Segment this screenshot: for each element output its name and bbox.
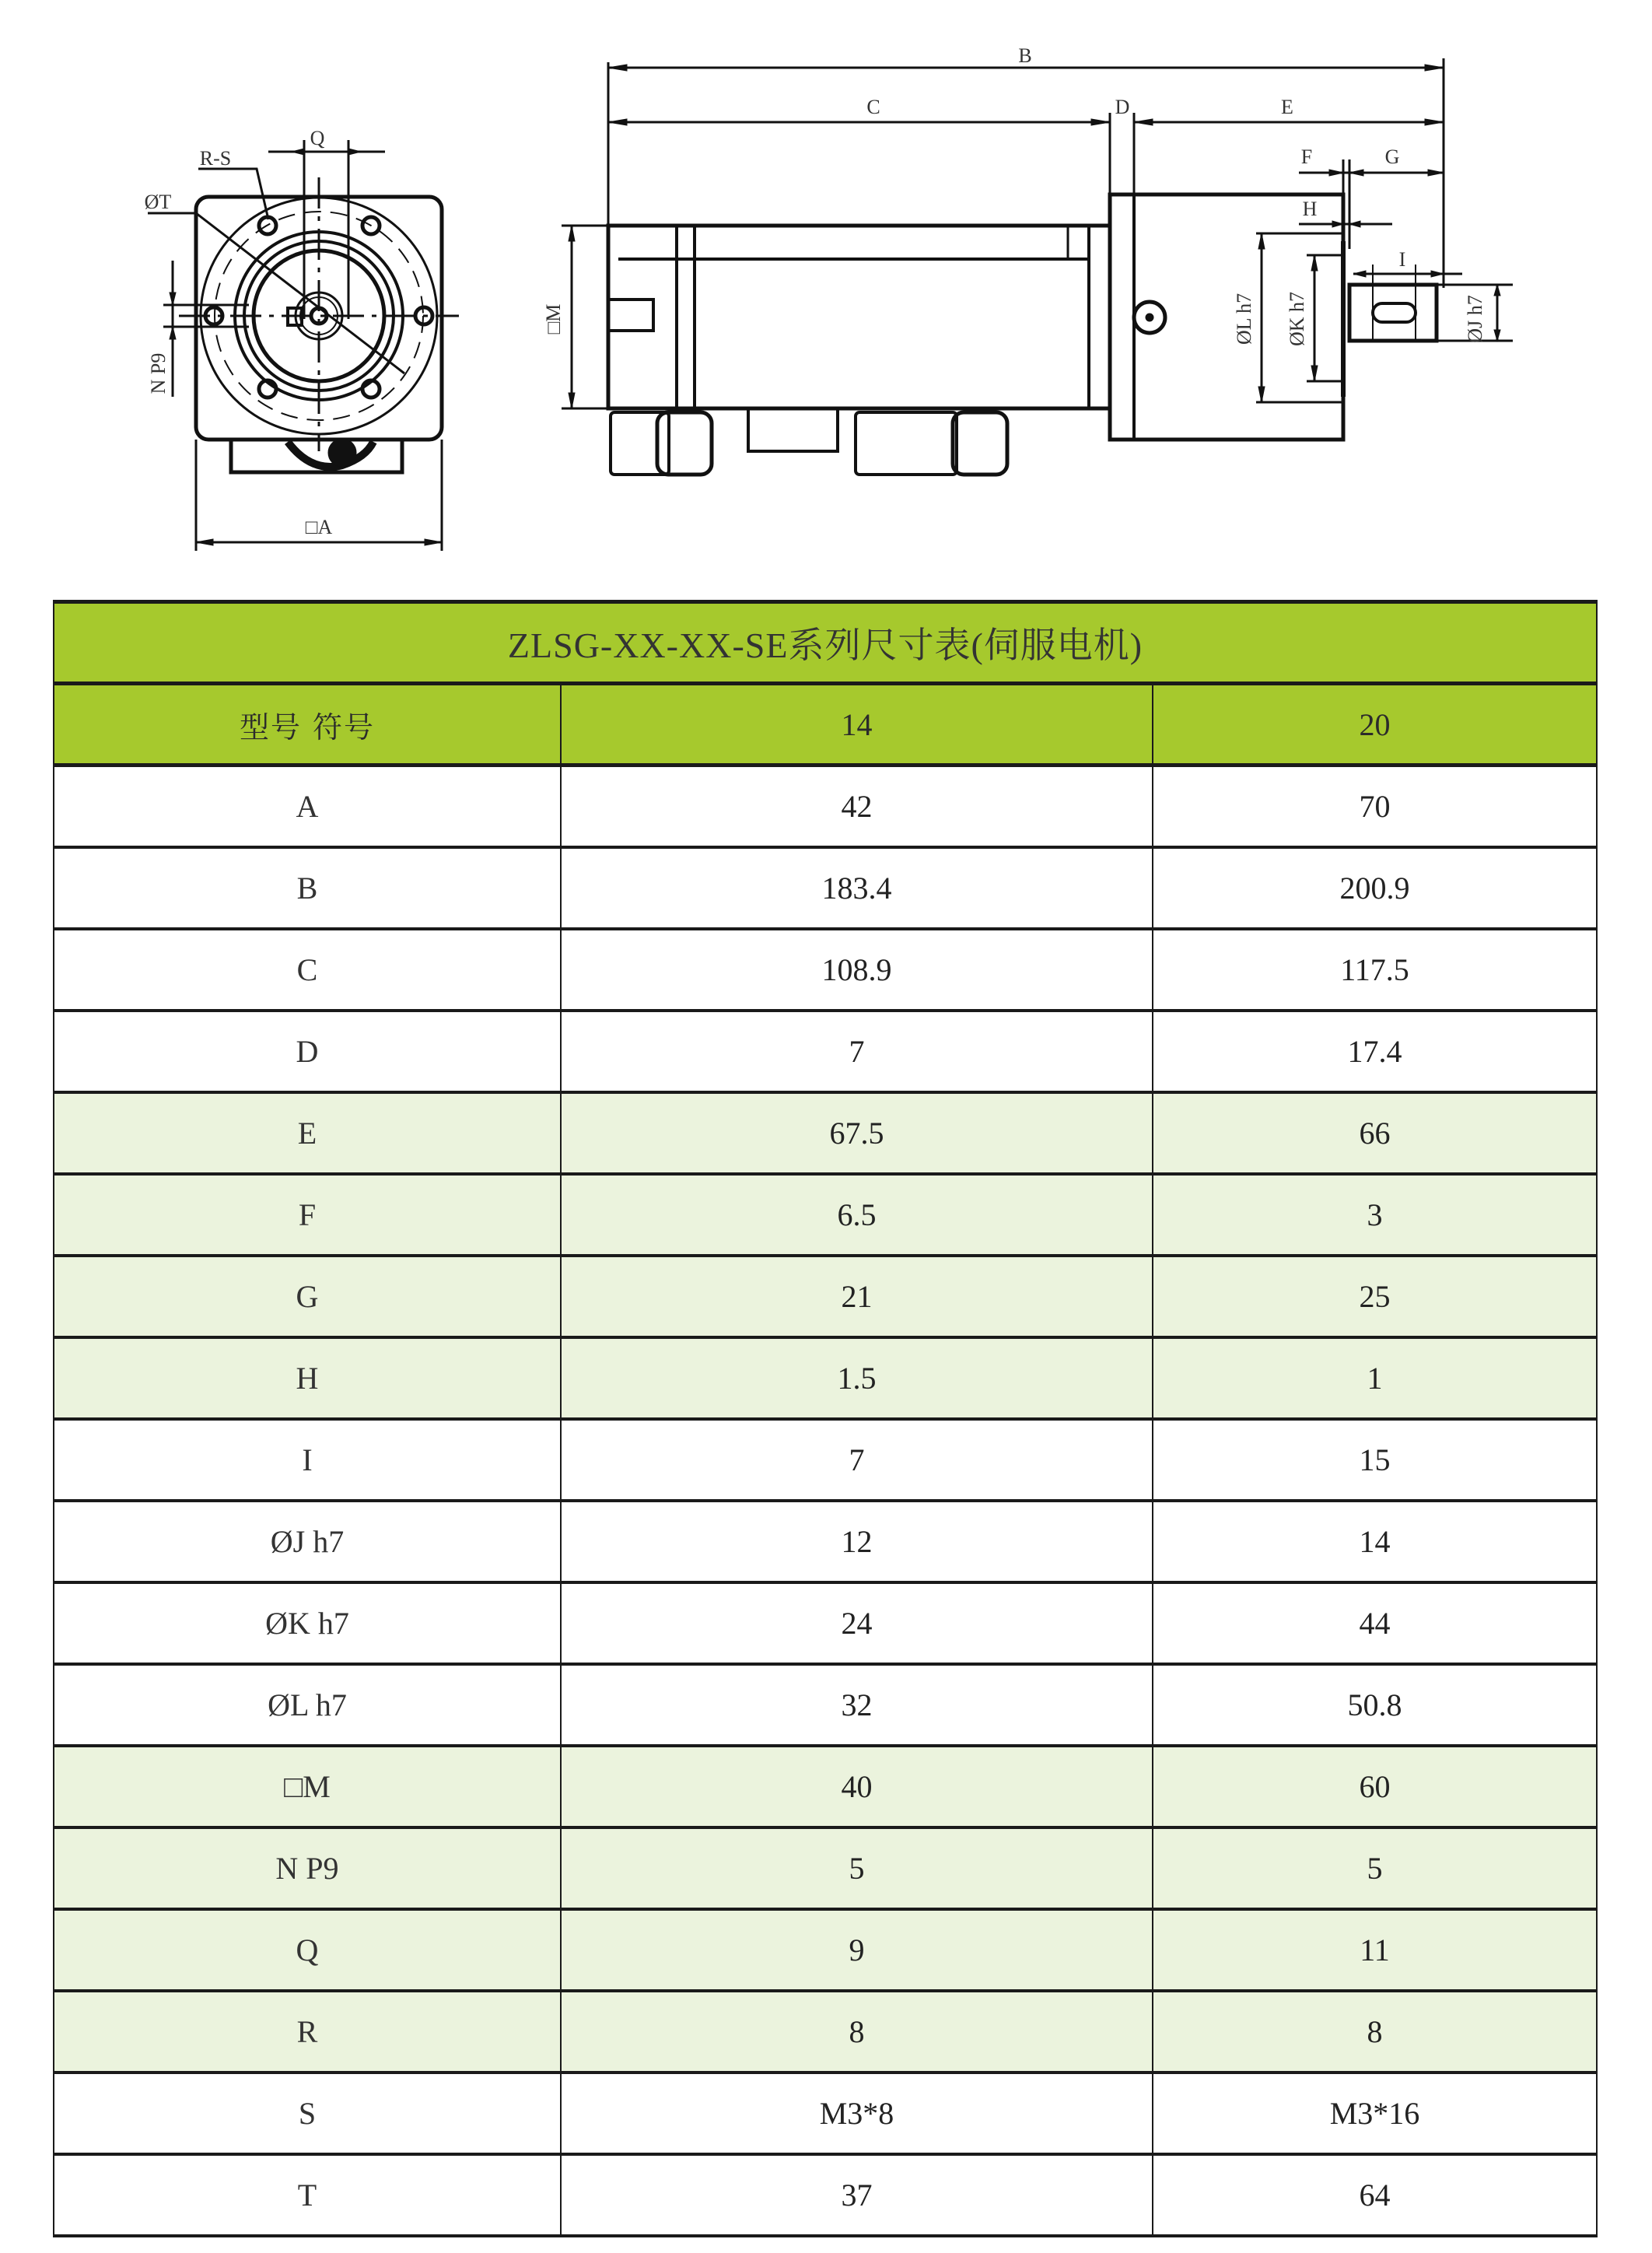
cell-model-20: 3 <box>1153 1174 1597 1256</box>
label-t: ØT <box>144 191 172 213</box>
cell-model-14: 183.4 <box>561 847 1153 929</box>
label-f: F <box>1300 145 1313 168</box>
cell-model-20: 70 <box>1153 766 1597 847</box>
cell-model-20: 25 <box>1153 1256 1597 1337</box>
dimension-table <box>53 600 1598 2237</box>
cell-model-20: 1 <box>1153 1337 1597 1419</box>
cell-model-14: 9 <box>561 1909 1153 1991</box>
header-model-20: 20 <box>1153 684 1597 766</box>
table-row <box>54 2154 1597 2236</box>
table-row <box>54 1582 1597 1664</box>
cell-model-20: 11 <box>1153 1909 1597 1991</box>
label-d: D <box>1115 96 1130 118</box>
side-view <box>542 44 1513 475</box>
table-row <box>54 2073 1597 2154</box>
cell-model-14: 21 <box>561 1256 1153 1337</box>
cell-symbol: E <box>54 1092 561 1174</box>
label-j: ØJ h7 <box>1464 295 1486 343</box>
cell-model-20: 64 <box>1153 2154 1597 2236</box>
cell-symbol: H <box>54 1337 561 1419</box>
front-view <box>145 127 459 551</box>
cell-model-14: 7 <box>561 1419 1153 1501</box>
cell-symbol: □M <box>54 1746 561 1827</box>
label-a: □A <box>305 516 333 538</box>
table-row <box>54 1419 1597 1501</box>
cell-model-20: 5 <box>1153 1827 1597 1909</box>
table-row <box>54 1909 1597 1991</box>
table-row <box>54 1664 1597 1746</box>
cell-symbol: T <box>54 2154 561 2236</box>
label-b: B <box>1018 44 1032 67</box>
cell-symbol: I <box>54 1419 561 1501</box>
cell-symbol: N P9 <box>54 1827 561 1909</box>
cell-symbol: S <box>54 2073 561 2154</box>
cell-model-14: 108.9 <box>561 929 1153 1011</box>
cell-symbol: B <box>54 847 561 929</box>
cell-symbol: ØJ h7 <box>54 1501 561 1582</box>
table-row <box>54 1337 1597 1419</box>
label-i: I <box>1398 248 1406 271</box>
cell-model-14: 40 <box>561 1746 1153 1827</box>
label-e: E <box>1281 96 1293 118</box>
cell-symbol: C <box>54 929 561 1011</box>
cell-symbol: G <box>54 1256 561 1337</box>
label-m: □M <box>542 303 565 335</box>
label-c: C <box>866 96 880 118</box>
cell-model-14: 7 <box>561 1011 1153 1092</box>
table-title-row <box>54 602 1597 684</box>
cell-model-14: 5 <box>561 1827 1153 1909</box>
cell-symbol: ØL h7 <box>54 1664 561 1746</box>
table-row <box>54 1011 1597 1092</box>
cell-model-20: M3*16 <box>1153 2073 1597 2154</box>
table-title: ZLSG-XX-XX-SE系列尺寸表(伺服电机) <box>54 602 1597 684</box>
cell-model-14: 42 <box>561 766 1153 847</box>
label-g: G <box>1384 145 1400 168</box>
table-body <box>54 766 1597 2236</box>
cell-model-20: 17.4 <box>1153 1011 1597 1092</box>
cell-model-20: 15 <box>1153 1419 1597 1501</box>
label-q: Q <box>310 127 325 149</box>
label-l: ØL h7 <box>1233 293 1255 345</box>
cell-model-14: 12 <box>561 1501 1153 1582</box>
table-row <box>54 1174 1597 1256</box>
table-row <box>54 766 1597 847</box>
cell-model-14: 24 <box>561 1582 1153 1664</box>
cell-symbol: F <box>54 1174 561 1256</box>
cell-model-20: 117.5 <box>1153 929 1597 1011</box>
cell-model-14: 6.5 <box>561 1174 1153 1256</box>
table-row <box>54 1092 1597 1174</box>
cell-model-14: 37 <box>561 2154 1153 2236</box>
cell-symbol: R <box>54 1991 561 2073</box>
label-rs: R-S <box>199 147 232 170</box>
cell-symbol: D <box>54 1011 561 1092</box>
cell-model-14: 67.5 <box>561 1092 1153 1174</box>
table-row <box>54 1991 1597 2073</box>
cell-model-20: 50.8 <box>1153 1664 1597 1746</box>
table-row <box>54 1827 1597 1909</box>
cell-model-20: 44 <box>1153 1582 1597 1664</box>
header-model-14: 14 <box>561 684 1153 766</box>
cell-symbol: ØK h7 <box>54 1582 561 1664</box>
table-row <box>54 1501 1597 1582</box>
header-model-symbol: 型号 符号 <box>54 684 561 766</box>
table-row <box>54 1256 1597 1337</box>
cell-model-20: 200.9 <box>1153 847 1597 929</box>
cell-model-20: 14 <box>1153 1501 1597 1582</box>
cell-model-20: 66 <box>1153 1092 1597 1174</box>
cell-model-14: M3*8 <box>561 2073 1153 2154</box>
label-k: ØK h7 <box>1286 291 1308 347</box>
table-header-row <box>54 684 1597 766</box>
label-h: H <box>1302 198 1318 220</box>
cell-symbol: Q <box>54 1909 561 1991</box>
table-row <box>54 929 1597 1011</box>
cell-model-14: 1.5 <box>561 1337 1153 1419</box>
technical-drawing <box>0 0 1652 591</box>
label-np9: N P9 <box>147 352 170 394</box>
cell-model-14: 8 <box>561 1991 1153 2073</box>
cell-model-20: 60 <box>1153 1746 1597 1827</box>
table-row <box>54 1746 1597 1827</box>
cell-model-20: 8 <box>1153 1991 1597 2073</box>
cell-model-14: 32 <box>561 1664 1153 1746</box>
table-row <box>54 847 1597 929</box>
cell-symbol: A <box>54 766 561 847</box>
